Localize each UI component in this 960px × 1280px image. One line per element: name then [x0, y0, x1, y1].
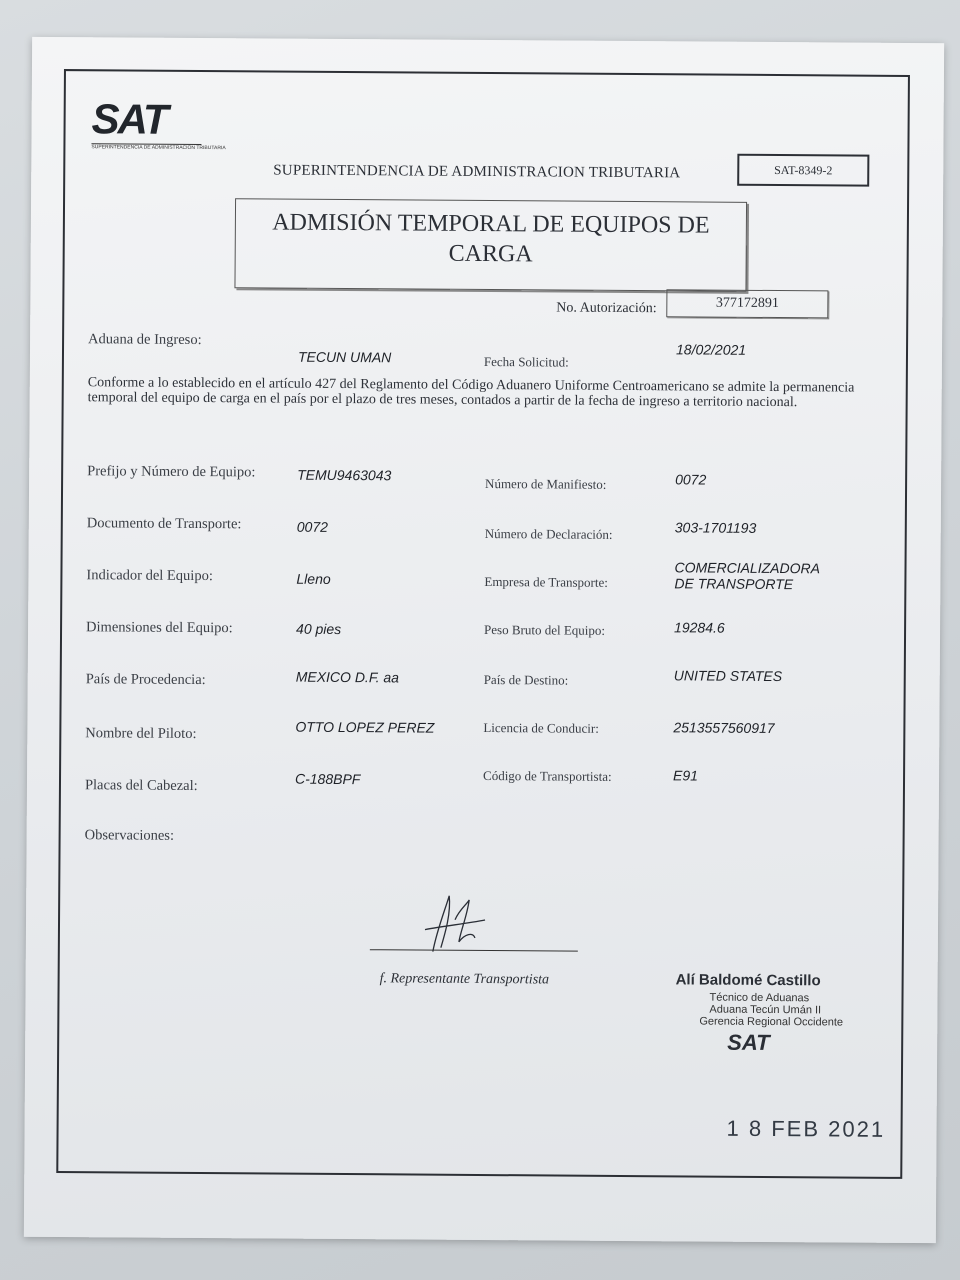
document-sheet: [24, 37, 944, 1243]
authorization-number: 377172891: [666, 289, 828, 318]
customs-value: TECUN UMAN: [297, 348, 392, 366]
stamp-official-name: Alí Baldomé Castillo: [675, 971, 821, 990]
sat-logo: [91, 95, 226, 156]
form-title: ADMISIÓN TEMPORAL DE EQUIPOS DE CARGA: [234, 198, 747, 292]
field-label-driver-license: Licencia de Conducir:: [483, 719, 599, 736]
sat-logo-subtext: SUPERINTENDENCIA DE ADMINISTRACION TRIBUTARIA: [91, 144, 226, 152]
field-value-transport-document: 0072: [296, 518, 328, 535]
customs-label: Aduana de Ingreso:: [88, 331, 202, 349]
field-label-carrier-code: Código de Transportista:: [483, 767, 612, 784]
field-value-driver-license: 2513557560917: [673, 719, 775, 737]
field-value-equipment-indicator: Lleno: [296, 570, 331, 587]
request-date-value: 18/02/2021: [675, 341, 747, 358]
field-value-dimensions: 40 pies: [296, 620, 342, 638]
observations-label: Observaciones:: [84, 827, 175, 844]
field-label-origin-country: País de Procedencia:: [85, 671, 206, 689]
field-value-destination-country: UNITED STATES: [673, 667, 783, 685]
field-label-truck-plates: Placas del Cabezal:: [84, 777, 198, 795]
field-label-manifest-number: Número de Manifiesto:: [485, 476, 607, 492]
field-value-declaration-number: 303-1701193: [674, 519, 757, 536]
field-label-declaration-number: Número de Declaración:: [484, 526, 613, 542]
field-value-equipment-number: TEMU9463043: [297, 466, 392, 484]
field-value-origin-country: MEXICO D.F. aa: [295, 668, 400, 686]
authorization-label: No. Autorización:: [556, 300, 657, 317]
field-value-manifest-number: 0072: [675, 471, 707, 488]
field-value-transport-company: COMERCIALIZADORA: [674, 559, 821, 577]
field-label-pilot-name: Nombre del Piloto:: [85, 725, 197, 742]
legal-paragraph: Conforme a lo establecido en el artículo 427 del Reglamento del Código Aduanero Uniforme Centroamericano se admite la permanencia temporal del equipo de carga en el país por el plazo de tres meses, contados a partir de la fecha de ingreso a territorio nacional.: [87, 375, 855, 411]
signature-caption: f. Representante Transportista: [379, 971, 550, 988]
field-label-equipment-number: Prefijo y Número de Equipo:: [87, 463, 256, 481]
stamp-line-office: Aduana Tecún Umán II: [709, 1003, 822, 1017]
field-label-equipment-indicator: Indicador del Equipo:: [86, 567, 213, 585]
field-label-transport-company: Empresa de Transporte:: [484, 574, 608, 590]
field-value-gross-weight: 19284.6: [674, 619, 725, 636]
agency-name: SUPERINTENDENCIA DE ADMINISTRACION TRIBUTARIA: [273, 162, 681, 182]
sat-logo-text: SAT: [91, 95, 167, 143]
date-stamp: 1 8 FEB 2021: [726, 1115, 886, 1142]
field-label-transport-document: Documento de Transporte:: [86, 515, 242, 533]
request-date-label: Fecha Solicitud:: [483, 353, 569, 370]
field-label-destination-country: País de Destino:: [483, 671, 569, 688]
stamp-sat-logo: SAT: [727, 1029, 770, 1056]
field-value-carrier-code: E91: [673, 767, 699, 784]
stamp-line-title: Técnico de Aduanas: [709, 991, 810, 1005]
stamp-line-region: Gerencia Regional Occidente: [699, 1015, 844, 1029]
field-value-truck-plates: C-188BPF: [294, 770, 361, 788]
field-value-transport-company-line2: DE TRANSPORTE: [674, 575, 794, 593]
field-label-dimensions: Dimensiones del Equipo:: [86, 619, 233, 637]
form-code-box: SAT-8349-2: [737, 154, 869, 187]
field-value-pilot-name: OTTO LOPEZ PEREZ: [295, 718, 435, 736]
field-label-gross-weight: Peso Bruto del Equipo:: [484, 622, 606, 638]
form-frame: [56, 69, 910, 1179]
